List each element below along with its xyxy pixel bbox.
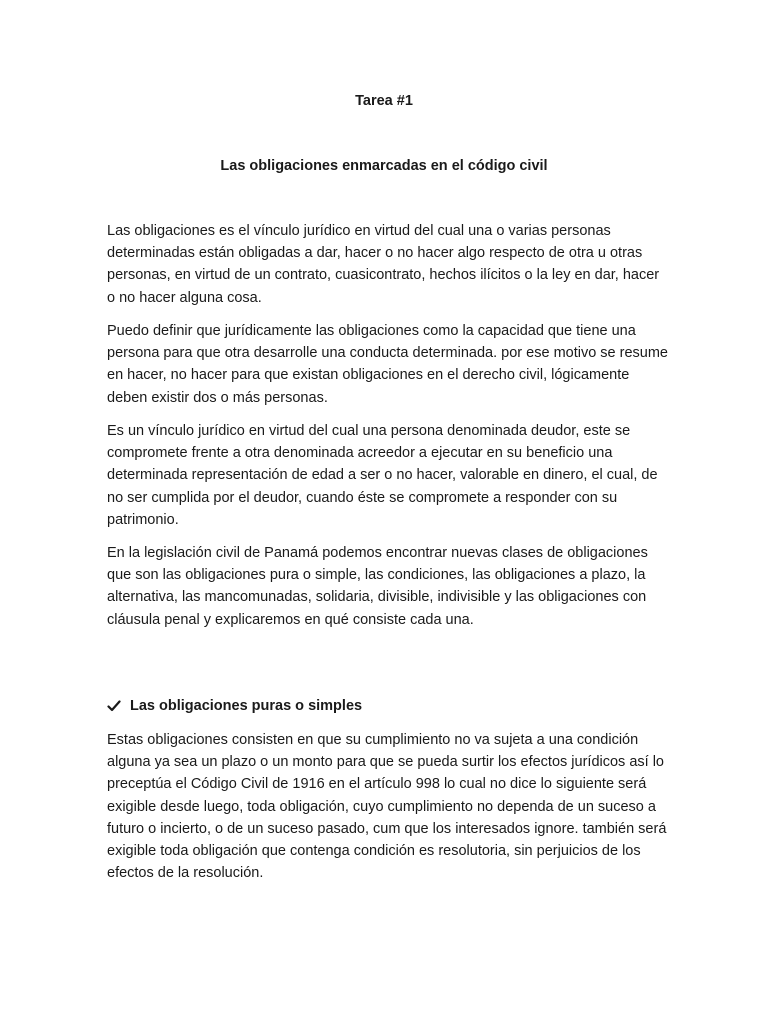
check-icon: [107, 698, 121, 714]
section-heading: [107, 696, 669, 716]
document-title: Tarea #1: [355, 93, 413, 109]
section-heading-text: Las obligaciones puras o simples: [130, 698, 363, 714]
paragraph-4: En la legislación civil de Panamá podemos encontrar nuevas clases de obligaciones que son las obligaciones pura o simple, las condiciones, las obligaciones a plazo, la alternativa, las mancomunadas, solidaria, divisible, indivisible y las obligaciones con cláusula penal y explicaremos en qué consiste cada una.: [107, 545, 648, 628]
paragraph-1: Las obligaciones es el vínculo jurídico en virtud del cual una o varias personas determinadas están obligadas a dar, hacer o no hacer algo respecto de otra u otras personas, en virtud de un contrato, cuasicontrato, hechos ilícitos o la ley en dar, hacer o no hacer alguna cosa.: [107, 223, 660, 306]
paragraph-3: Es un vínculo jurídico en virtud del cual una persona denominada deudor, este se compromete frente a otra denominada acreedor a ejecutar en su beneficio una determinada representación de edad a ser o no hacer, valorable en dinero, el cual, de no ser cumplida por el deudor, cuando éste se compromete a responder con su patrimonio.: [107, 423, 658, 528]
paragraph-2: Puedo definir que jurídicamente las obligaciones como la capacidad que tiene una persona para que otra desarrolle una conducta determinada. por ese motivo se resume en hacer, no hacer para que existan obligaciones en el derecho civil, lógicamente deben existir dos o más personas.: [107, 323, 668, 406]
section-paragraph: Estas obligaciones consisten en que su cumplimiento no va sujeta a una condición alguna ya sea un plazo o un monto para que se pueda surtir los efectos jurídicos así lo preceptúa el Código Civil de 1916 en el artículo 998 lo cual no dice lo siguiente será exigible desde luego, toda obligación, cuyo cumplimiento no dependa de un suceso a futuro o incierto, o de un suceso pasado, cum que los interesados ignore. también será exigible toda obligación que contenga condición es resolutoria, sin perjuicios de los efectos de la resolución.: [107, 732, 667, 882]
document-subtitle: Las obligaciones enmarcadas en el código civil: [220, 158, 548, 174]
